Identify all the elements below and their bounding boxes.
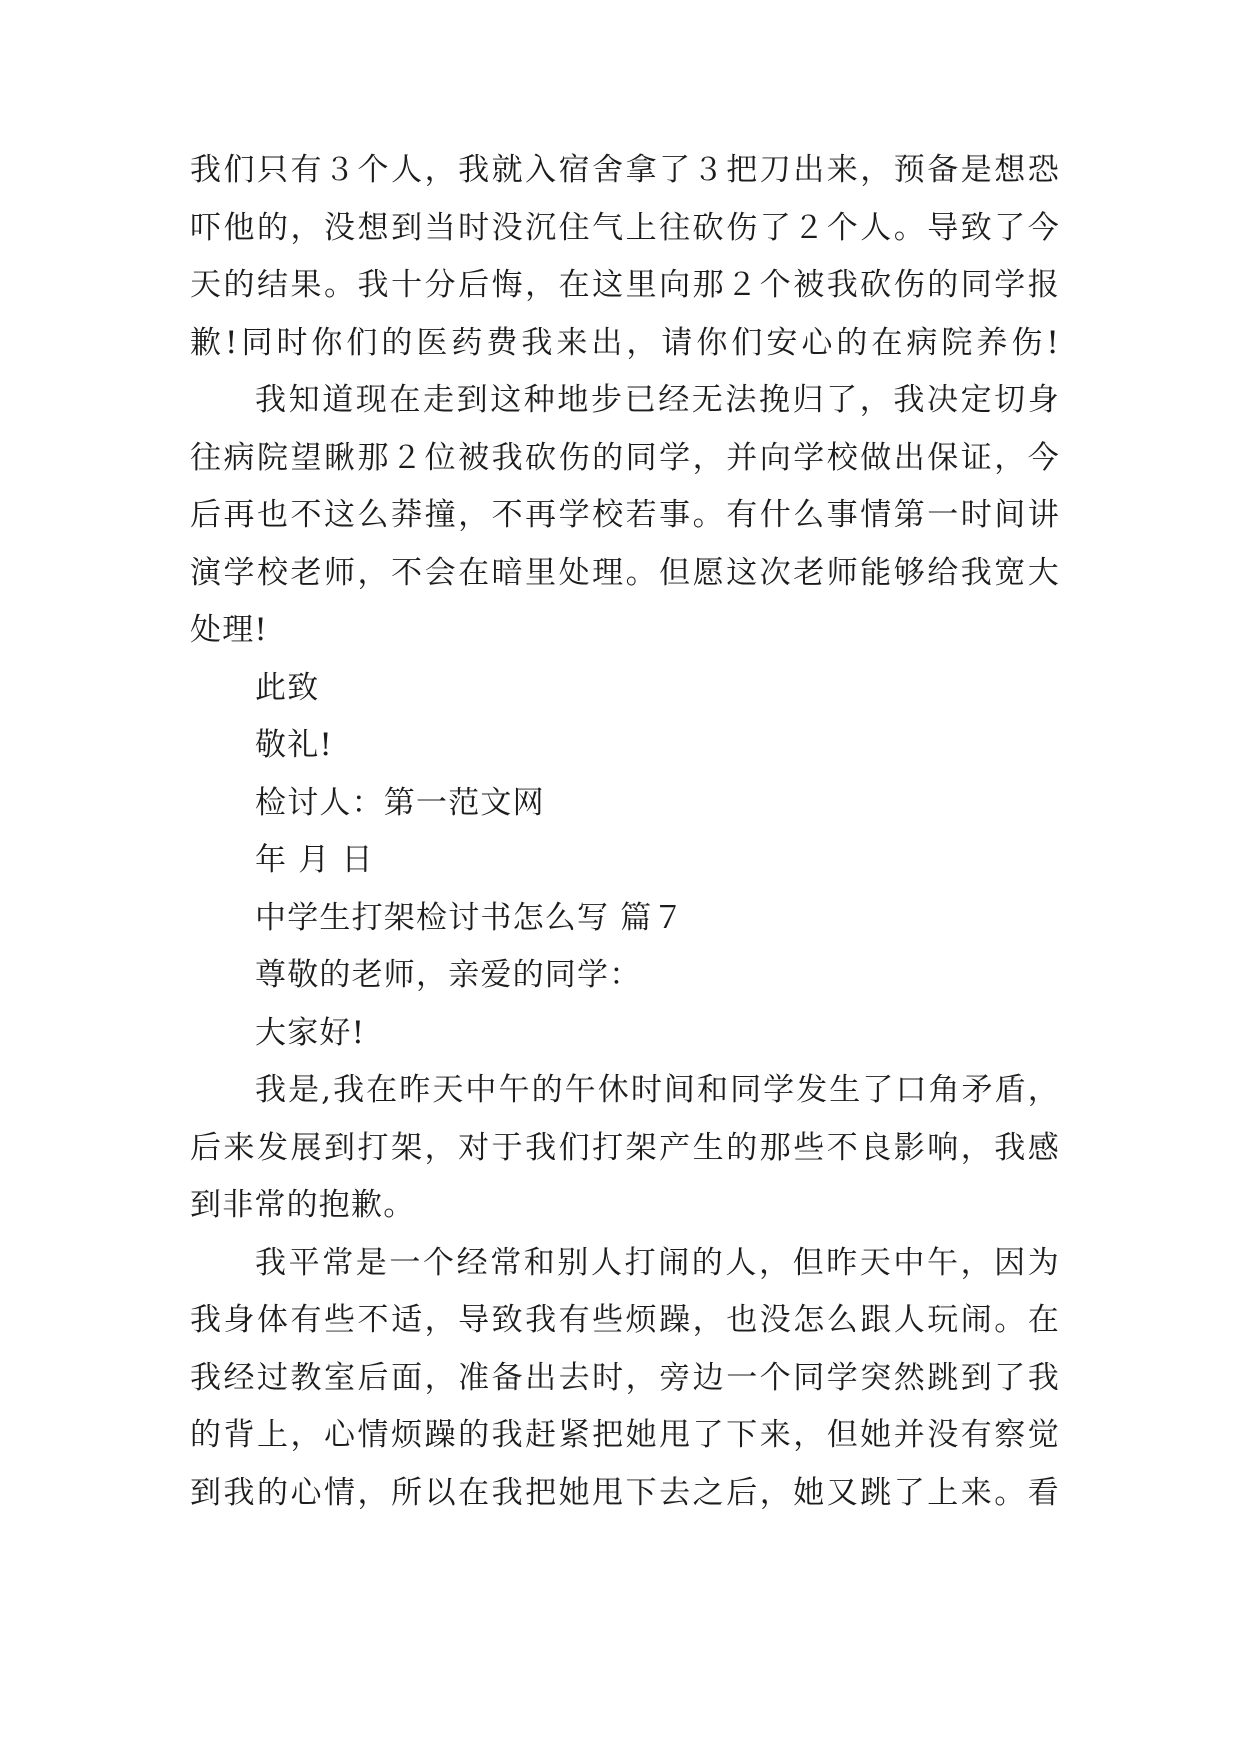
text-line: 到我的心情，所以在我把她甩下去之后，她又跳了上来。看 xyxy=(190,1474,1060,1511)
text-line: 年 月 日 xyxy=(255,842,374,878)
text-line: 敬礼! xyxy=(255,727,334,763)
text-line: 往病院望瞅那２位被我砍伤的同学，并向学校做出保证，今 xyxy=(190,439,1060,476)
text-line: 歉!同时你们的医药费我来出，请你们安心的在病院养伤! xyxy=(190,324,1060,361)
text-line: 我经过教室后面，准备出去时，旁边一个同学突然跳到了我 xyxy=(190,1359,1060,1396)
text-line: 检讨人：第一范文网 xyxy=(255,784,545,821)
text-line: 尊敬的老师，亲爱的同学： xyxy=(255,957,642,993)
text-line: 我平常是一个经常和别人打闹的人，但昨天中午，因为 xyxy=(255,1244,1060,1281)
text-line: 我是,我在昨天中午的午休时间和同学发生了口角矛盾， xyxy=(255,1072,1060,1108)
text-line: 演学校老师，不会在暗里处理。但愿这次老师能够给我宽大 xyxy=(190,554,1060,591)
text-line: 后来发展到打架，对于我们打架产生的那些不良影响，我感 xyxy=(190,1129,1060,1166)
text-line: 的背上，心情烦躁的我赶紧把她甩了下来，但她并没有察觉 xyxy=(190,1417,1060,1453)
text-line: 大家好! xyxy=(255,1014,366,1051)
text-line: 中学生打架检讨书怎么写 篇７ xyxy=(255,899,685,936)
text-line: 我们只有３个人，我就入宿舍拿了３把刀出来，预备是想恐 xyxy=(190,152,1060,188)
text-line: 后再也不这么莽撞，不再学校若事。有什么事情第一时间讲 xyxy=(190,497,1060,533)
text-line: 我知道现在走到这种地步已经无法挽归了，我决定切身 xyxy=(255,382,1060,418)
text-line: 我身体有些不适，导致我有些烦躁，也没怎么跟人玩闹。在 xyxy=(190,1302,1060,1338)
text-line: 天的结果。我十分后悔，在这里向那２个被我砍伤的同学报 xyxy=(190,267,1060,303)
text-line: 此致 xyxy=(255,669,320,706)
text-line: 处理! xyxy=(190,612,269,648)
text-line: 吓他的，没想到当时没沉住气上往砍伤了２个人。导致了今 xyxy=(190,209,1060,246)
text-line: 到非常的抱歉。 xyxy=(190,1187,416,1223)
